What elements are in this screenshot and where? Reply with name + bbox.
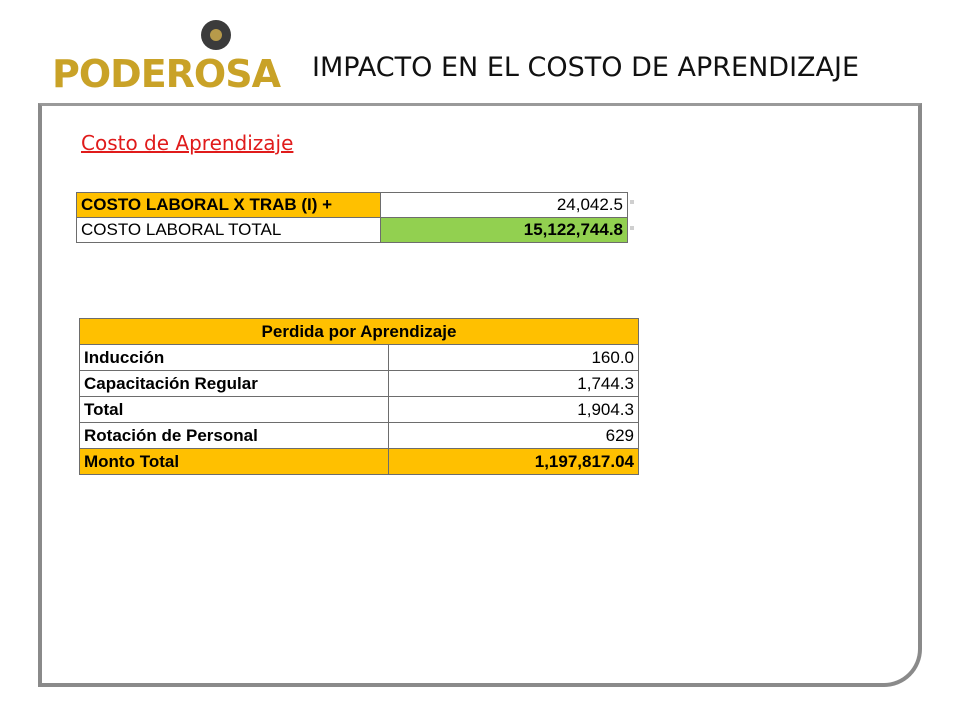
table-cell-label: Inducción [80,345,389,371]
logo-circle-icon [201,20,231,50]
table-cell-value: 24,042.5 [381,193,628,218]
table-row [77,193,628,218]
table-row-total [80,449,639,475]
slide-title: IMPACTO EN EL COSTO DE APRENDIZAJE [312,52,860,83]
table-row [77,218,628,243]
poderosa-logo [52,18,297,96]
table-cell-value: 629 [389,423,639,449]
table-cell-label: COSTO LABORAL X TRAB (I) + [77,193,381,218]
table-cell-value: 1,744.3 [389,371,639,397]
table-cell-value: 1,197,817.04 [389,449,639,475]
logo-text: PODEROSA [52,52,280,96]
table-row [80,371,639,397]
cell-overflow-mark [630,200,634,204]
perdida-aprendizaje-table [79,318,639,475]
table-cell-value: 160.0 [389,345,639,371]
table-cell-value: 1,904.3 [389,397,639,423]
costo-laboral-table [76,192,628,243]
table-cell-label: Rotación de Personal [80,423,389,449]
table-header: Perdida por Aprendizaje [80,319,639,345]
table-cell-value: 15,122,744.8 [381,218,628,243]
table-header-row [80,319,639,345]
section-heading: Costo de Aprendizaje [81,131,294,155]
table-cell-label: Total [80,397,389,423]
cell-overflow-mark [630,226,634,230]
table-row [80,423,639,449]
table-cell-label: Capacitación Regular [80,371,389,397]
table-cell-label: COSTO LABORAL TOTAL [77,218,381,243]
table-cell-label: Monto Total [80,449,389,475]
table-row [80,397,639,423]
table-row [80,345,639,371]
